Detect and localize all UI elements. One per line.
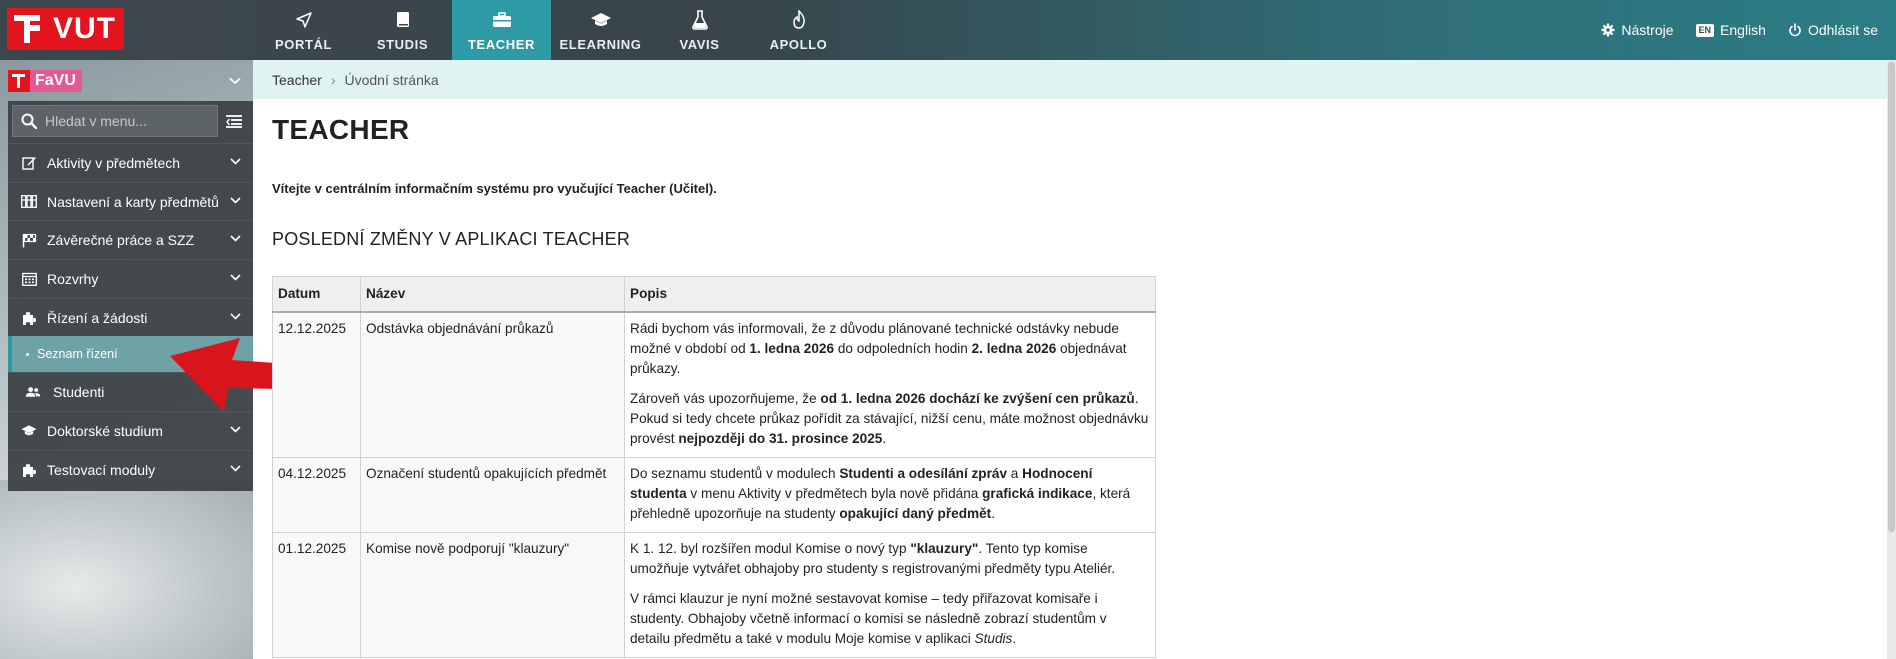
menu-lines-icon	[226, 115, 242, 128]
table-row	[273, 457, 1156, 532]
sidebar-item-nastaveni[interactable]	[8, 182, 253, 221]
row-name: Odstávka objednávání průkazů	[361, 312, 625, 458]
sidebar-item-label: Studenti	[53, 384, 105, 401]
calendar-icon	[21, 271, 37, 287]
page-scrollbar[interactable]	[1887, 60, 1896, 659]
chevron-down-icon	[230, 197, 241, 204]
sidebar-item-testovaci-moduly[interactable]	[8, 450, 253, 489]
nav-label: VAVIS	[679, 36, 720, 52]
sidebar-item-label: Závěrečné práce a SZZ	[47, 232, 195, 249]
briefcase-icon	[492, 9, 512, 31]
sidebar-item-label: Řízení a žádosti	[47, 309, 148, 326]
faculty-selector[interactable]	[8, 66, 253, 96]
column-header-description: Popis	[625, 277, 1156, 312]
sidebar-item-label: Rozvrhy	[47, 270, 99, 287]
breadcrumb-separator-icon: ›	[330, 71, 336, 88]
faculty-name: FaVU	[35, 72, 76, 89]
table-row	[273, 312, 1156, 458]
menu-search-input[interactable]	[45, 113, 205, 129]
row-date: 01.12.2025	[273, 532, 361, 657]
tools-label: Nástroje	[1621, 22, 1674, 38]
nav-vavis[interactable]	[650, 0, 749, 60]
language-badge: EN	[1696, 24, 1715, 37]
menu-search-box	[12, 105, 218, 137]
row-description	[625, 457, 1156, 532]
changes-table	[272, 276, 1156, 658]
logout-label: Odhlásit se	[1807, 22, 1878, 38]
language-link[interactable]	[1696, 22, 1766, 38]
grid-icon	[21, 194, 37, 210]
sidebar-item-aktivity[interactable]	[8, 143, 253, 182]
nav-portal[interactable]	[254, 0, 353, 60]
breadcrumb	[253, 60, 1887, 99]
sidebar-subitem-label: Seznam řízení	[37, 347, 118, 362]
search-icon	[21, 113, 37, 129]
chevron-down-icon	[230, 426, 241, 433]
top-bar	[0, 0, 1896, 60]
flask-icon	[691, 9, 709, 31]
chevron-down-icon	[230, 235, 241, 242]
paper-plane-icon	[295, 9, 313, 31]
table-row	[273, 532, 1156, 657]
welcome-text: Vítejte v centrálním informačním systému pro vyučující Teacher (Učitel).	[272, 181, 717, 196]
users-icon	[25, 384, 41, 400]
sidebar-item-label: Testovací moduly	[47, 461, 156, 478]
graduation-cap-icon	[590, 9, 612, 31]
row-name: Označení studentů opakujících předmět	[361, 457, 625, 532]
description-paragraph: Zároveň vás upozorňujeme, že od 1. ledna 2026 dochází ke zvýšení cen průkazů. Pokud si tedy chcete průkaz pořídit za stávající, nižší cenu, máte možnost objednávku provést nejpozději do 31. prosince 2025.	[630, 390, 1149, 446]
nav-label: PORTÁL	[274, 36, 333, 52]
puzzle-icon	[21, 462, 37, 478]
breadcrumb-root-link[interactable]: Teacher	[272, 71, 322, 88]
top-right-links	[1601, 0, 1878, 60]
chevron-up-icon	[230, 313, 241, 320]
scrollbar-thumb[interactable]	[1888, 62, 1895, 532]
breadcrumb-current: Úvodní stránka	[344, 71, 439, 88]
row-description	[625, 532, 1156, 657]
nav-label: STUDIS	[376, 36, 429, 52]
sidebar-item-rizeni[interactable]	[8, 298, 253, 337]
column-header-name: Název	[361, 277, 625, 312]
flag-checkered-icon	[21, 232, 37, 248]
chevron-down-icon	[230, 465, 241, 472]
description-paragraph: Do seznamu studentů v modulech Studenti a odesílání zpráv a Hodnocení studenta v menu Aktivity v předmětech byla nově přidána grafická indikace, která přehledně upozorňuje na studenty opakující daný předmět.	[630, 465, 1131, 521]
table-header-row	[273, 277, 1156, 312]
sidebar-item-doktorske-studium[interactable]	[8, 411, 253, 450]
vut-logo-text: VUT	[53, 12, 116, 45]
nav-studis[interactable]	[353, 0, 452, 60]
chevron-down-icon	[229, 77, 241, 85]
description-paragraph: Rádi bychom vás informovali, že z důvodu plánované technické odstávky nebude možné v období od 1. ledna 2026 do odpoledních hodin 2. ledna 2026 objednávat průkazy.	[630, 320, 1127, 376]
vut-t-mark-icon	[7, 8, 49, 50]
menu-collapse-button[interactable]	[218, 105, 249, 137]
faculty-badge	[8, 70, 82, 92]
nav-apollo[interactable]	[749, 0, 848, 60]
row-date: 04.12.2025	[273, 457, 361, 532]
chevron-down-icon	[230, 158, 241, 165]
sidebar-item-rozvrhy[interactable]	[8, 259, 253, 298]
gear-icon	[1601, 23, 1615, 37]
sidebar-item-label: Nastavení a karty předmětů	[47, 193, 219, 210]
nav-teacher[interactable]	[452, 0, 551, 60]
description-paragraph: V rámci klauzur je nyní možné sestavovat komise – tedy přiřazovat komisaře i studenty. Obhajoby včetně informací o komisi se následně zobrazí studentům v detailu předmětu a také v modulu Moje komise v aplikaci Studis.	[630, 590, 1107, 646]
menu-list	[8, 143, 253, 489]
nav-label: ELEARNING	[559, 36, 642, 52]
puzzle-icon	[21, 310, 37, 326]
logout-link[interactable]	[1788, 22, 1878, 38]
column-header-date: Datum	[273, 277, 361, 312]
menu-search-row	[12, 104, 249, 138]
row-date: 12.12.2025	[273, 312, 361, 458]
row-description	[625, 312, 1156, 458]
flame-icon	[790, 9, 808, 31]
bullet-icon	[26, 353, 29, 356]
faculty-t-mark-icon	[8, 70, 30, 92]
sidebar-item-label: Doktorské studium	[47, 422, 163, 439]
book-icon	[395, 9, 411, 31]
description-paragraph: K 1. 12. byl rozšířen modul Komise o nový typ "klauzury". Tento typ komise umožňuje vytvářet obhajoby pro studenty s registrovanými předměty typu Ateliér.	[630, 540, 1116, 576]
row-name: Komise nově podporují "klauzury"	[361, 532, 625, 657]
nav-label: APOLLO	[769, 36, 828, 52]
language-label: English	[1720, 22, 1766, 38]
nav-elearning[interactable]	[551, 0, 650, 60]
tools-link[interactable]	[1601, 22, 1673, 38]
edit-icon	[21, 155, 37, 171]
vut-logo[interactable]	[7, 8, 124, 50]
nav-label: TEACHER	[467, 36, 536, 52]
sidebar-item-label: Aktivity v předmětech	[47, 154, 181, 171]
sidebar-item-zaverecne-prace[interactable]	[8, 220, 253, 259]
app-nav	[254, 0, 848, 60]
section-title: POSLEDNÍ ZMĚNY V APLIKACI TEACHER	[272, 229, 631, 249]
power-icon	[1788, 23, 1802, 37]
page-title: TEACHER	[272, 114, 410, 145]
chevron-down-icon	[230, 274, 241, 281]
sidebar-menu	[8, 101, 253, 491]
graduation-cap-icon	[21, 423, 37, 439]
